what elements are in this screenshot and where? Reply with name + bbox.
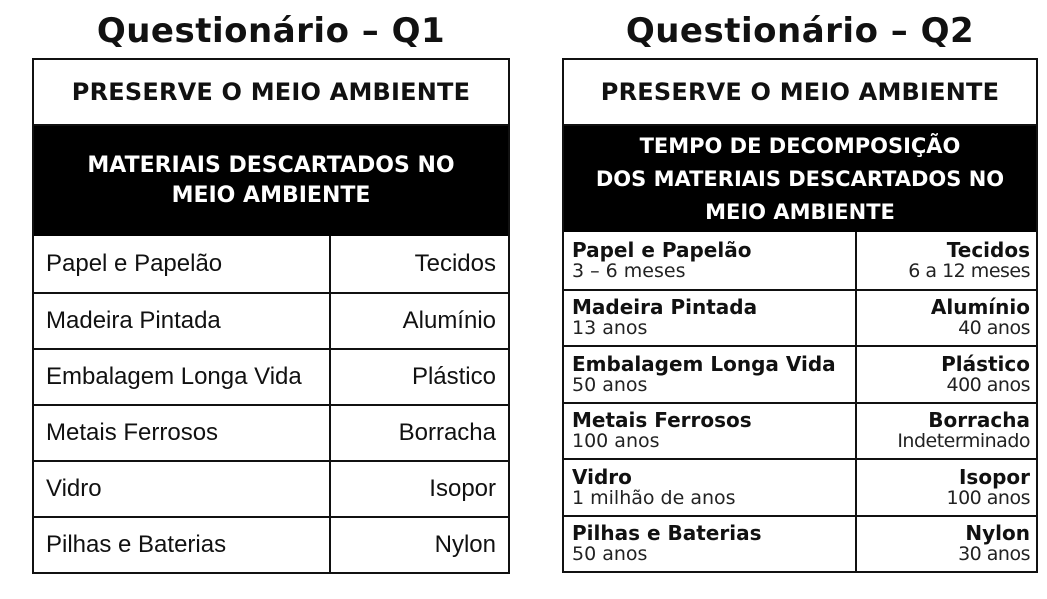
material-name: Metais Ferrosos xyxy=(572,408,752,433)
material-left xyxy=(564,347,857,402)
material-name: Madeira Pintada xyxy=(572,295,758,320)
q2-card xyxy=(562,58,1038,573)
material-name: Papel e Papelão xyxy=(572,237,752,262)
material-left xyxy=(564,460,857,515)
material-left: Metais Ferrosos xyxy=(34,406,331,460)
decomposition-time: 100 anos xyxy=(572,430,660,453)
table-row xyxy=(564,515,1036,572)
material-right: Isopor xyxy=(429,475,496,502)
material-name: Plástico xyxy=(941,351,1030,376)
table-row xyxy=(34,404,508,460)
table-row xyxy=(564,232,1036,289)
material-right xyxy=(857,460,1036,515)
decomposition-time: 13 anos xyxy=(572,317,648,340)
decomposition-time: 30 anos xyxy=(958,543,1030,566)
material-left xyxy=(564,517,857,572)
q1-card xyxy=(32,58,510,574)
q1-materials-table xyxy=(34,236,508,572)
q1-title: Questionário – Q1 xyxy=(96,11,446,51)
material-right: Tecidos xyxy=(414,250,496,277)
material-right: Nylon xyxy=(434,531,496,558)
q2-decomposition-table xyxy=(564,232,1036,571)
table-row xyxy=(34,348,508,404)
material-name: Isopor xyxy=(958,464,1030,489)
decomposition-time: 6 a 12 meses xyxy=(908,259,1030,282)
material-right xyxy=(857,291,1036,346)
q2-card-header: PRESERVE O MEIO AMBIENTE xyxy=(564,60,1036,126)
decomposition-time: 50 anos xyxy=(572,373,648,396)
questionnaire-q1-panel xyxy=(32,8,510,574)
material-right: Plástico xyxy=(411,363,496,390)
decomposition-time: 1 milhão de anos xyxy=(572,486,736,509)
decomposition-time: 40 anos xyxy=(958,317,1030,340)
decomposition-time: 400 anos xyxy=(946,373,1030,396)
table-row xyxy=(564,402,1036,459)
table-row xyxy=(564,289,1036,346)
material-left: Embalagem Longa Vida xyxy=(34,350,331,404)
material-name: Nylon xyxy=(965,521,1030,546)
table-row xyxy=(34,236,508,292)
material-name: Embalagem Longa Vida xyxy=(572,351,836,376)
decomposition-time: 50 anos xyxy=(572,543,648,566)
material-left xyxy=(564,232,857,289)
table-row xyxy=(564,458,1036,515)
material-name: Vidro xyxy=(572,464,632,489)
table-row xyxy=(564,345,1036,402)
material-name: Borracha xyxy=(928,408,1030,433)
material-left xyxy=(564,404,857,459)
decomposition-time: Indeterminado xyxy=(897,430,1030,453)
material-left: Vidro xyxy=(34,462,331,516)
material-left xyxy=(564,291,857,346)
material-right xyxy=(857,517,1036,572)
material-right xyxy=(857,347,1036,402)
material-right: Borracha xyxy=(398,419,496,446)
table-row xyxy=(34,516,508,572)
table-row xyxy=(34,460,508,516)
material-name: Pilhas e Baterias xyxy=(572,521,762,546)
q1-card-subheader: MATERIAIS DESCARTADOS NO MEIO AMBIENTE xyxy=(34,126,508,236)
table-row xyxy=(34,292,508,348)
questionnaire-q2-panel xyxy=(562,8,1038,573)
material-right: Alumínio xyxy=(402,307,496,334)
material-left: Papel e Papelão xyxy=(34,236,331,292)
q1-card-header: PRESERVE O MEIO AMBIENTE xyxy=(34,60,508,126)
material-right xyxy=(857,232,1036,289)
q2-title: Questionário – Q2 xyxy=(625,11,975,51)
material-name: Tecidos xyxy=(946,237,1030,262)
material-name: Alumínio xyxy=(930,295,1030,320)
decomposition-time: 100 anos xyxy=(946,486,1030,509)
material-left: Pilhas e Baterias xyxy=(34,518,331,572)
material-left: Madeira Pintada xyxy=(34,294,331,348)
q2-card-subheader: TEMPO DE DECOMPOSIÇÃO DOS MATERIAIS DESCARTADOS NO MEIO AMBIENTE xyxy=(564,126,1036,232)
decomposition-time: 3 – 6 meses xyxy=(572,259,686,282)
material-right xyxy=(857,404,1036,459)
